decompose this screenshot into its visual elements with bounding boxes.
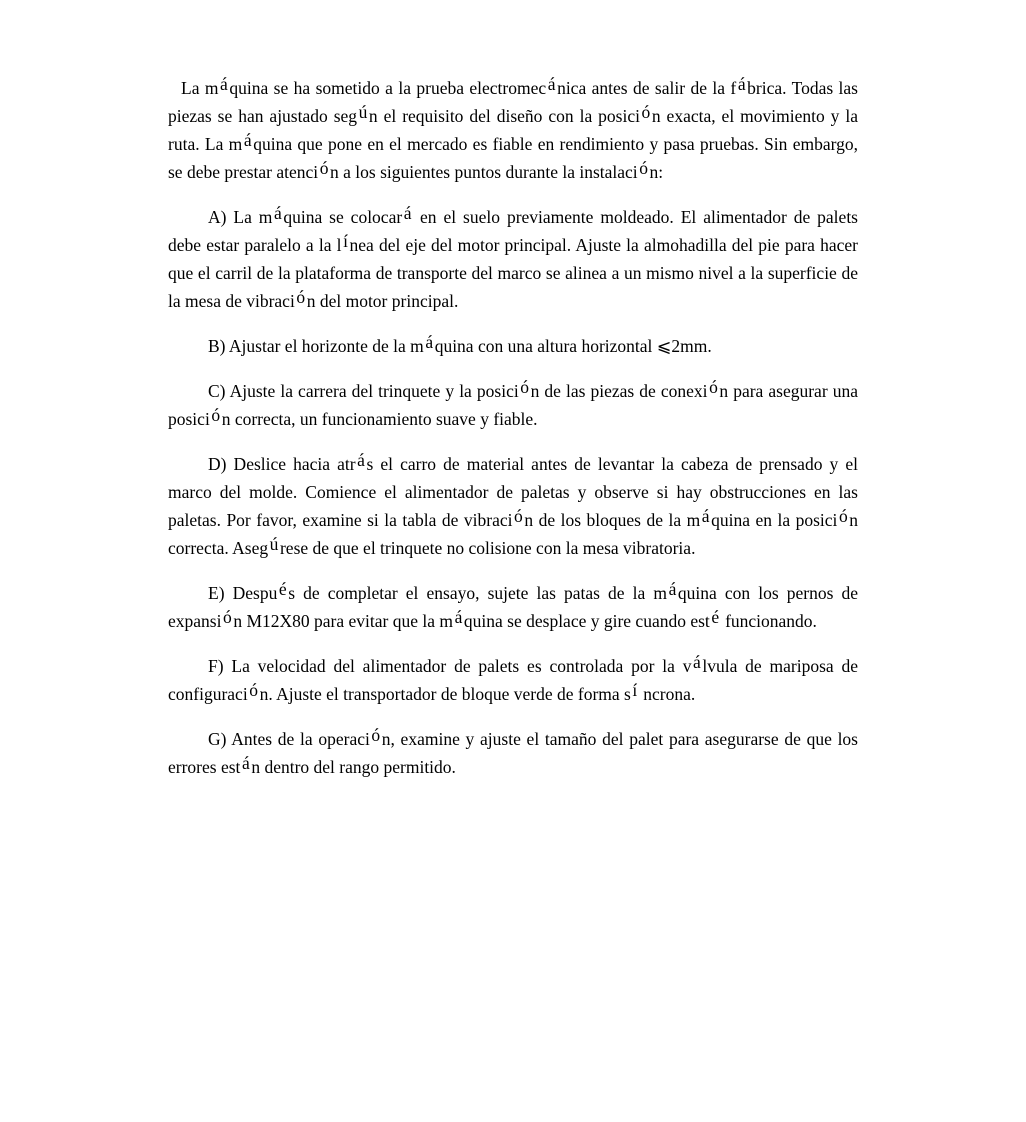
paragraph-intro: La máquina se ha sometido a la prueba electromecánica antes de salir de la fábrica. Todas las piezas se han ajustado según el requisito del diseño con la posición exacta, el movimiento y la ruta. La máquina que pone en el mercado es fiable en rendimiento y pasa pruebas. Sin embargo, se debe prestar atención a los siguientes puntos durante la instalación: [168, 73, 858, 182]
paragraph-item-f: F) La velocidad del alimentador de palets es controlada por la válvula de mariposa de configuración. Ajuste el transportador de bloque verde de forma sí ncrona. [168, 651, 858, 704]
document-text-block [168, 0, 858, 781]
paragraph-item-b: B) Ajustar el horizonte de la máquina con una altura horizontal ⩽2mm. [208, 331, 712, 356]
paragraph-item-g: G) Antes de la operación, examine y ajuste el tamaño del palet para asegurarse de que los errores están dentro del rango permitido. [168, 724, 858, 777]
paragraph-item-a: A) La máquina se colocará en el suelo previamente moldeado. El alimentador de palets debe estar paralelo a la línea del eje del motor principal. Ajuste la almohadilla del pie para hacer que el carril de la plataforma de transporte del marco se alinea a un mismo nivel a la superficie de la mesa de vibración del motor principal. [168, 202, 858, 311]
paragraph-item-e: E) Después de completar el ensayo, sujete las patas de la máquina con los pernos de expansión M12X80 para evitar que la máquina se desplace y gire cuando esté funcionando. [168, 578, 859, 631]
paragraph-item-c: C) Ajuste la carrera del trinquete y la posición de las piezas de conexión para asegurar una posición correcta, un funcionamiento suave y fiable. [168, 376, 858, 429]
paragraph-item-d: D) Deslice hacia atrás el carro de material antes de levantar la cabeza de prensado y el marco del molde. Comience el alimentador de paletas y observe si hay obstrucciones en las paletas. Por favor, examine si la tabla de vibración de los bloques de la máquina en la posición correcta. Asegúrese de que el trinquete no colisione con la mesa vibratoria. [168, 449, 859, 558]
